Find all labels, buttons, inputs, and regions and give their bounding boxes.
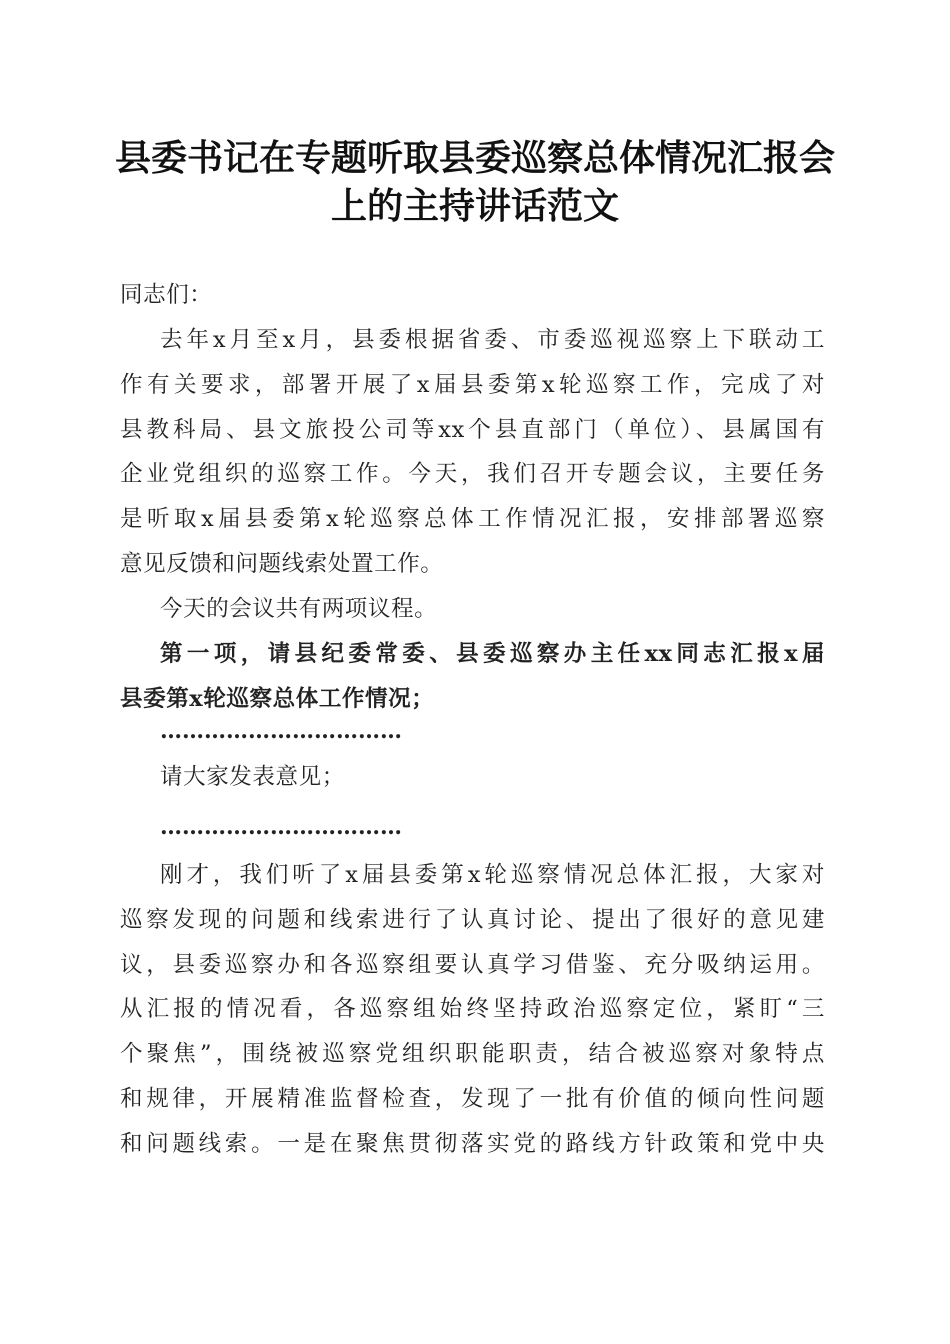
- paragraph-2: [120, 587, 825, 632]
- document-title-line-2: 上的主持讲话范文: [330, 185, 619, 227]
- paragraph-4-line: 请大家发表意见；: [160, 764, 345, 790]
- paragraph-1-line: 意见反馈和问题线索处置工作。: [120, 550, 444, 577]
- paragraph-3-line: 第一项，请县纪委常委、县委巡察办主任xx同志汇报x届: [160, 641, 825, 667]
- paragraph-1-line: 企业党组织的巡察工作。今天，我们召开专题会议，主要任务: [120, 461, 825, 488]
- paragraph-3-agenda-item: [120, 632, 825, 722]
- paragraph-1-line: 去年x月至x月，县委根据省委、市委巡视巡察上下联动工: [160, 327, 825, 353]
- document-title-line-1: 县委书记在专题听取县委巡察总体情况汇报会: [114, 137, 835, 179]
- paragraph-3-line: 县委第x轮巡察总体工作情况；: [120, 685, 435, 712]
- paragraph-5-line: 刚才，我们听了x届县委第x轮巡察情况总体汇报，大家对: [160, 862, 825, 888]
- paragraph-1-line: 作有关要求，部署开展了x届县委第x轮巡察工作，完成了对: [120, 371, 825, 398]
- paragraph-1: [120, 318, 825, 587]
- paragraph-5-line: 和问题线索。一是在聚焦贯彻落实党的路线方针政策和党中央: [120, 1130, 825, 1157]
- paragraph-4: [120, 755, 825, 800]
- paragraph-5-line: 从汇报的情况看，各巡察组始终坚持政治巡察定位，紧盯“三: [120, 996, 825, 1023]
- paragraph-5: [120, 853, 825, 1167]
- paragraph-5-line: 和规律，开展精准监督检查，发现了一批有价值的倾向性问题: [120, 1085, 825, 1112]
- paragraph-2-line: 今天的会议共有两项议程。: [160, 596, 438, 622]
- ellipsis-divider: ……………………………: [160, 814, 402, 840]
- paragraph-5-line: 个聚焦”，围绕被巡察党组织职能职责，结合被巡察对象特点: [120, 1041, 825, 1068]
- paragraph-1-line: 是听取x届县委第x轮巡察总体工作情况汇报，安排部署巡察: [120, 506, 825, 533]
- paragraph-5-line: 议，县委巡察办和各巡察组要认真学习借鉴、充分吸纳运用。: [120, 951, 825, 978]
- paragraph-5-line: 巡察发现的问题和线索进行了认真讨论、提出了很好的意见建: [120, 906, 825, 933]
- greeting: 同志们：: [120, 282, 213, 308]
- paragraph-1-line: 县教科局、县文旅投公司等xx个县直部门（单位）、县属国有: [120, 416, 825, 443]
- ellipsis-divider: ……………………………: [160, 718, 402, 744]
